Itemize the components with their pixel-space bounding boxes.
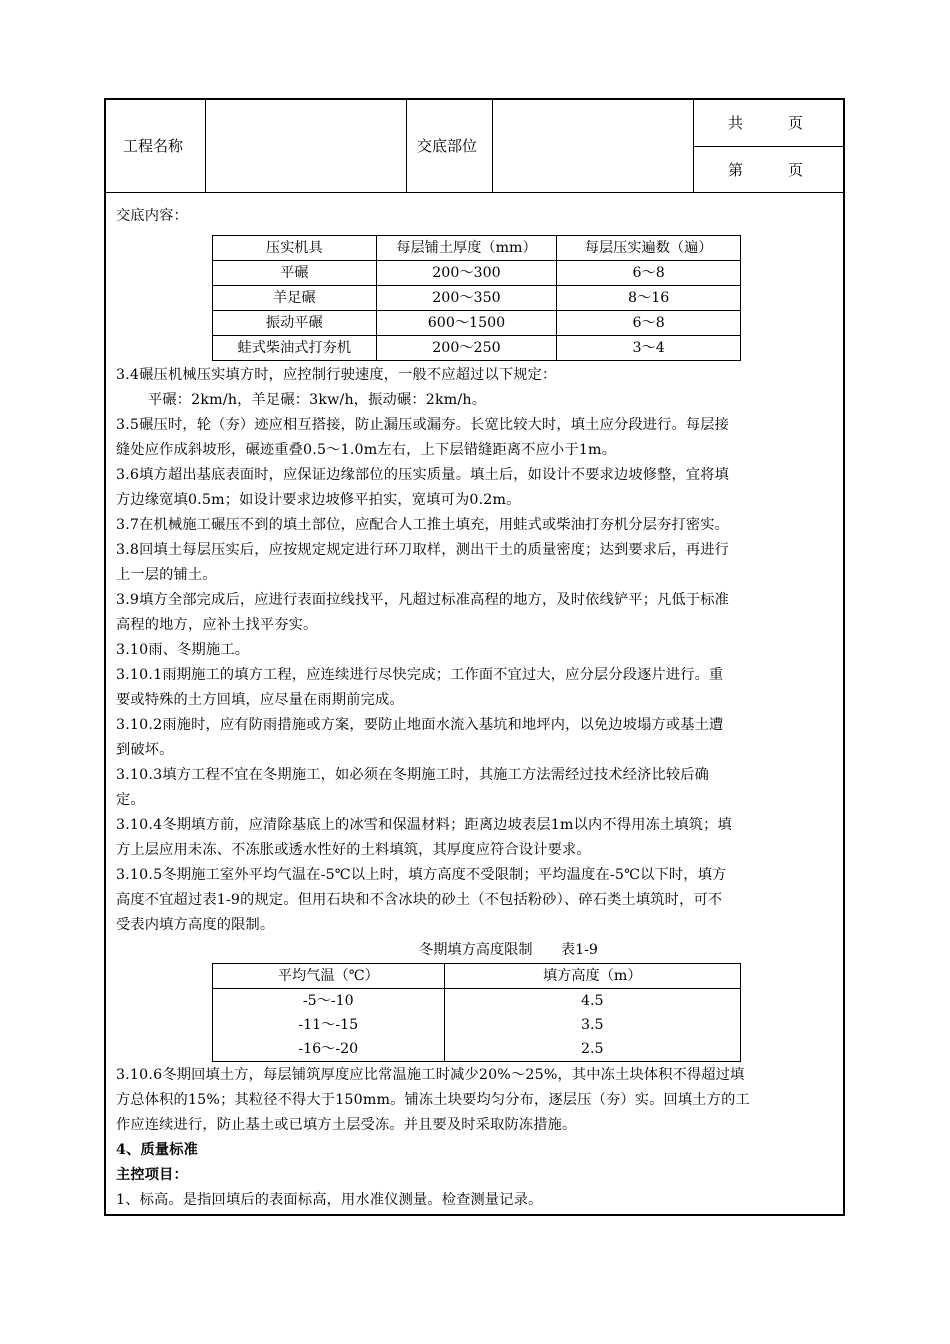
table-header-cell: 填方高度（m）	[444, 964, 740, 989]
table-row	[213, 261, 741, 286]
text-line: 方总体积的15%；其粒径不得大于150mm。铺冻土块要均匀分布，逐层压（夯）实。回填土方的工	[116, 1092, 750, 1108]
table-cell: 8～16	[557, 286, 741, 311]
table-cell: 4.5	[444, 989, 740, 1014]
text-line: 3.10.6冬期回填土方，每层铺筑厚度应比常温施工时减少20%～25%，其中冻土块体积不得超过填	[116, 1067, 745, 1083]
text-line: 要或特殊的土方回填，应尽量在雨期前完成。	[116, 692, 404, 708]
table-cell: -5～-10	[213, 989, 445, 1014]
table-cell: 平碾	[213, 261, 377, 286]
text-line: 3.8回填土每层压实后，应按规定规定进行环刀取样，测出干土的质量密度；达到要求后，再进行	[116, 542, 730, 558]
text-line: 3.6填方超出基底表面时，应保证边缘部位的压实质量。填土后，如设计不要求边坡修整，宜将填	[116, 467, 730, 483]
table-caption: 冬期填方高度限制 表1-9	[419, 942, 598, 958]
table-cell: 6～8	[557, 311, 741, 336]
text-line: 平碾：2km/h，羊足碾：3kw/h，振动碾：2km/h。	[148, 392, 487, 408]
text-line: 方边缘宽填0.5m；如设计要求边坡修平拍实，宽填可为0.2m。	[116, 492, 521, 508]
table-cell: 3～4	[557, 336, 741, 361]
project-name-label: 工程名称	[123, 137, 184, 155]
text-line: 3.10.4冬期填方前，应清除基底上的冰雪和保温材料；距离边坡表层1m以内不得用冻土填筑；填	[116, 817, 732, 833]
text-line: 1、标高。是指回填后的表面标高，用水准仪测量。检查测量记录。	[116, 1192, 543, 1208]
text-line: 3.10.1雨期施工的填方工程，应连续进行尽快完成；工作面不宜过大，应分层分段逐片进行。重	[116, 667, 724, 683]
text-block-a	[116, 363, 841, 938]
text-line: 3.10雨、冬期施工。	[116, 642, 250, 658]
divider	[693, 146, 843, 147]
winter-fill-table	[212, 963, 741, 1062]
total-pages-label: 共 页	[728, 114, 804, 132]
table-header-cell: 平均气温（℃）	[213, 964, 445, 989]
section-heading: 主控项目：	[116, 1167, 188, 1183]
table-cell: 200～350	[376, 286, 557, 311]
text-line: 上一层的铺土。	[116, 567, 217, 583]
table-cell: 200～250	[376, 336, 557, 361]
text-line: 高度不宜超过表1-9的规定。但用石块和不含冰块的砂土（不包括粉砂）、碎石类土填筑时，可不	[116, 892, 723, 908]
text-line: 3.7在机械施工碾压不到的填土部位，应配合人工推土填充，用蛙式或柴油打夯机分层夯打密实。	[116, 517, 730, 533]
text-line: 受表内填方高度的限制。	[116, 917, 275, 933]
section-heading: 4、质量标准	[116, 1142, 199, 1158]
table-header-row	[213, 964, 741, 989]
text-line: 3.10.3填方工程不宜在冬期施工，如必须在冬期施工时，其施工方法需经过技术经济比较后确	[116, 767, 710, 783]
table-cell: 6～8	[557, 261, 741, 286]
table-cell: 2.5	[444, 1037, 740, 1062]
table-header-row	[213, 236, 741, 261]
table-row	[213, 1013, 741, 1037]
table-header-cell: 每层压实遍数（遍）	[557, 236, 741, 261]
document-frame	[104, 98, 845, 1216]
text-line: 缝处应作成斜坡形，碾迹重叠0.5～1.0m左右，上下层错缝距离不应小于1m。	[116, 442, 617, 458]
table-cell: 3.5	[444, 1013, 740, 1037]
page-number-label: 第 页	[728, 161, 804, 179]
text-line: 3.4碾压机械压实填方时，应控制行驶速度，一般不应超过以下规定：	[116, 367, 557, 383]
text-line: 3.9填方全部完成后，应进行表面拉线找平，凡超过标准高程的地方，及时依线铲平；凡低于标准	[116, 592, 730, 608]
intro-label: 交底内容：	[116, 208, 188, 224]
divider	[406, 100, 407, 192]
table-cell: -16～-20	[213, 1037, 445, 1062]
table-cell: 600～1500	[376, 311, 557, 336]
table-header-cell: 每层铺土厚度（mm）	[376, 236, 557, 261]
table-row	[213, 989, 741, 1014]
text-line: 高程的地方，应补土找平夯实。	[116, 617, 318, 633]
table-row	[213, 286, 741, 311]
table-cell: 200～300	[376, 261, 557, 286]
divider	[205, 100, 206, 192]
location-label: 交底部位	[417, 137, 478, 155]
table-cell: 振动平碾	[213, 311, 377, 336]
text-line: 方上层应用未冻、不冻胀或透水性好的土料填筑，其厚度应符合设计要求。	[116, 842, 591, 858]
content-area	[116, 204, 841, 1213]
table-header-cell: 压实机具	[213, 236, 377, 261]
table-row	[213, 1037, 741, 1062]
text-line: 定。	[116, 792, 145, 808]
text-block-b	[116, 1063, 841, 1213]
text-line: 3.10.5冬期施工室外平均气温在-5℃以上时，填方高度不受限制；平均温度在-5℃以下时，填方	[116, 867, 727, 883]
table-cell: 蛙式柴油式打夯机	[213, 336, 377, 361]
text-line: 3.10.2雨施时，应有防雨措施或方案，要防止地面水流入基坑和地坪内，以免边坡塌方或基土遭	[116, 717, 724, 733]
text-line: 作应连续进行，防止基土或已填方土层受冻。并且要及时采取防冻措施。	[116, 1117, 577, 1133]
compaction-table	[212, 235, 741, 361]
header-table	[106, 100, 843, 193]
table-cell: -11～-15	[213, 1013, 445, 1037]
text-line: 到破坏。	[116, 742, 174, 758]
table-row	[213, 311, 741, 336]
divider	[492, 100, 493, 192]
table-cell: 羊足碾	[213, 286, 377, 311]
text-line: 3.5碾压时，轮（夯）迹应相互搭接，防止漏压或漏夯。长宽比较大时，填土应分段进行。每层接	[116, 417, 730, 433]
table-row	[213, 336, 741, 361]
